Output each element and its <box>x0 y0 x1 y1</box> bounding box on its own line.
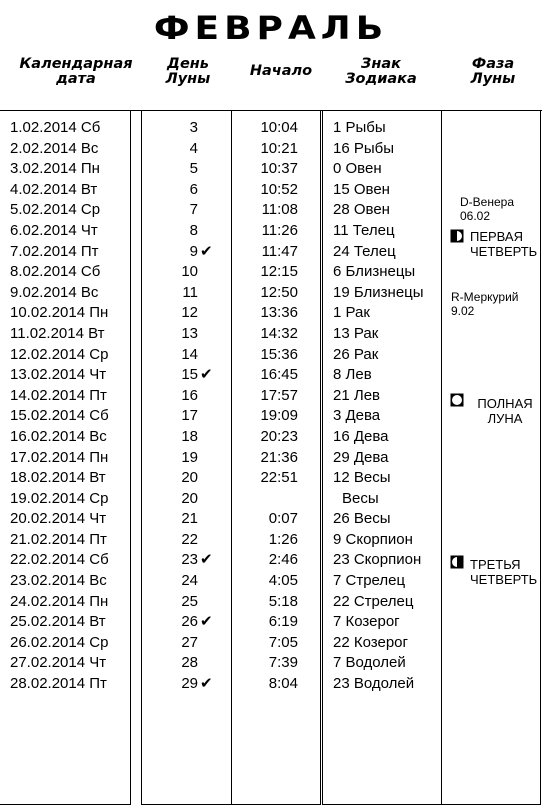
moonday-value: 23 <box>181 551 198 569</box>
moonday-value: 28 <box>181 654 198 672</box>
moonday-cell <box>142 406 220 427</box>
start-cell: 1:26 <box>268 530 298 548</box>
moonday-cell <box>142 324 220 345</box>
start-list <box>231 118 321 695</box>
moonday-value: 6 <box>189 180 198 198</box>
moonday-cell <box>142 509 220 530</box>
sign-cell: 12 Весы <box>333 469 391 487</box>
start-cell: 11:08 <box>261 201 298 219</box>
moonday-value: 17 <box>181 407 198 425</box>
date-cell: 14.02.2014 Пт <box>10 386 107 404</box>
sign-cell: 26 Рак <box>333 345 379 363</box>
sign-cell: 28 Овен <box>333 201 390 219</box>
sign-cell: 1 Рак <box>333 304 370 322</box>
moonday-value: 15 <box>181 366 198 384</box>
moonday-cell <box>142 571 220 592</box>
third-quarter-icon <box>450 555 464 572</box>
phase-third-label: ТРЕТЬЯ ЧЕТВЕРТЬ <box>470 557 538 587</box>
moonday-value: 10 <box>181 263 198 281</box>
sign-cell: 8 Лев <box>333 366 372 384</box>
date-cell: 4.02.2014 Вт <box>10 180 98 198</box>
start-cell: 6:19 <box>268 613 298 631</box>
start-cell: 5:18 <box>268 592 298 610</box>
moonday-value: 26 <box>181 613 198 631</box>
date-cell: 11.02.2014 Вт <box>10 324 105 342</box>
sign-cell: 6 Близнецы <box>333 263 416 281</box>
start-cell: 16:45 <box>260 366 298 384</box>
check-mark-icon: ✔ <box>200 675 213 693</box>
start-cell: 7:05 <box>268 633 298 651</box>
start-cell: 11:26 <box>261 221 298 239</box>
header-sign: Знак Зодиака <box>345 56 417 87</box>
moonday-cell <box>142 262 220 283</box>
venus-note: D-Венера 06.02 <box>460 195 514 223</box>
moonday-cell <box>142 633 220 654</box>
moonday-cell <box>142 612 220 633</box>
moonday-value: 4 <box>189 139 198 157</box>
sign-cell: Весы <box>342 489 379 507</box>
date-cell: 7.02.2014 Пт <box>10 242 99 260</box>
start-cell: 20:23 <box>260 427 298 445</box>
sign-cell: 7 Стрелец <box>333 572 406 590</box>
sign-cell: 1 Рыбы <box>333 119 386 136</box>
date-cell: 23.02.2014 Вс <box>10 572 107 590</box>
moonday-value: 19 <box>181 448 198 466</box>
date-cell: 25.02.2014 Вт <box>10 613 106 631</box>
sign-cell: 21 Лев <box>333 386 381 404</box>
sign-cell: 7 Козерог <box>333 613 400 631</box>
sign-cell: 9 Скорпион <box>333 530 413 548</box>
start-cell: 10:37 <box>260 160 298 178</box>
moonday-value: 18 <box>181 427 198 445</box>
moonday-value: 24 <box>181 572 198 590</box>
date-cell: 8.02.2014 Сб <box>10 263 101 281</box>
phase-third-quarter <box>450 555 464 572</box>
moonday-cell <box>142 221 220 242</box>
moonday-cell <box>142 592 220 613</box>
moonday-cell <box>142 386 220 407</box>
moonday-value: 13 <box>181 324 198 342</box>
phase-full-moon <box>450 393 464 410</box>
start-cell: 4:05 <box>268 572 298 590</box>
sign-cell: 13 Рак <box>333 324 379 342</box>
start-cell: 13:36 <box>260 304 298 322</box>
date-cell: 17.02.2014 Пн <box>10 448 109 466</box>
date-cell: 28.02.2014 Пт <box>10 675 107 693</box>
header-date: Календарная дата <box>19 56 133 87</box>
date-cell: 16.02.2014 Вс <box>10 427 107 445</box>
sign-cell: 0 Овен <box>333 160 382 178</box>
moonday-value: 3 <box>189 119 198 136</box>
sign-cell: 16 Рыбы <box>333 139 395 157</box>
sign-cell: 19 Близнецы <box>333 283 424 301</box>
date-cell: 18.02.2014 Вт <box>10 469 106 487</box>
phase-first-label: ПЕРВАЯ ЧЕТВЕРТЬ <box>470 229 538 259</box>
date-cell: 1.02.2014 Сб <box>10 119 101 136</box>
phase-full-label: ПОЛНАЯ ЛУНА <box>477 396 533 426</box>
date-cell: 5.02.2014 Ср <box>10 201 101 219</box>
check-mark-icon: ✔ <box>200 242 213 260</box>
date-cell: 3.02.2014 Пн <box>10 160 100 178</box>
start-cell: 10:04 <box>260 119 298 136</box>
date-cell: 22.02.2014 Сб <box>10 551 109 569</box>
moonday-value: 20 <box>181 489 198 507</box>
date-cell: 20.02.2014 Чт <box>10 510 107 528</box>
start-cell: 2:46 <box>268 551 298 569</box>
moonday-cell <box>142 530 220 551</box>
header-start: Начало <box>249 63 313 79</box>
moonday-cell <box>142 242 220 263</box>
moonday-value: 22 <box>181 530 198 548</box>
start-cell: 7:39 <box>268 654 298 672</box>
moonday-value: 29 <box>181 675 198 693</box>
date-cell: 24.02.2014 Пн <box>10 592 109 610</box>
sign-cell: 26 Весы <box>333 510 391 528</box>
check-mark-icon: ✔ <box>200 366 213 384</box>
header-moonday: День Луны <box>165 56 211 87</box>
date-cell: 21.02.2014 Пт <box>10 530 107 548</box>
date-cell: 13.02.2014 Чт <box>10 366 107 384</box>
date-cell: 15.02.2014 Сб <box>10 407 109 425</box>
date-cell: 19.02.2014 Ср <box>10 489 109 507</box>
moonday-value: 5 <box>189 160 198 178</box>
date-cell: 2.02.2014 Вс <box>10 139 99 157</box>
moonday-value: 11 <box>182 283 198 301</box>
sign-cell: 22 Стрелец <box>333 592 414 610</box>
start-cell: 22:51 <box>260 469 298 487</box>
moonday-value: 20 <box>181 469 198 487</box>
first-quarter-icon <box>450 229 464 246</box>
sign-cell: 23 Водолей <box>333 675 415 693</box>
sign-cell: 11 Телец <box>333 221 395 239</box>
sign-cell: 16 Дева <box>333 427 389 445</box>
page-title: ФЕВРАЛЬ <box>153 10 389 47</box>
start-cell: 10:52 <box>260 180 298 198</box>
date-cell: 26.02.2014 Ср <box>10 633 109 651</box>
moonday-cell <box>142 448 220 469</box>
moonday-value: 7 <box>189 201 198 219</box>
start-cell: 12:15 <box>260 263 298 281</box>
moonday-cell <box>142 303 220 324</box>
moonday-cell <box>142 200 220 221</box>
sign-list <box>323 118 441 695</box>
start-cell: 15:36 <box>260 345 298 363</box>
sign-cell: 24 Телец <box>333 242 396 260</box>
date-cell: 6.02.2014 Чт <box>10 221 98 239</box>
date-cell: 12.02.2014 Ср <box>10 345 109 363</box>
start-cell: 19:09 <box>260 407 298 425</box>
sign-cell: 3 Дева <box>333 407 381 425</box>
moonday-value: 25 <box>181 592 198 610</box>
moonday-cell <box>142 653 220 674</box>
date-cell: 9.02.2014 Вс <box>10 283 99 301</box>
moonday-cell <box>142 345 220 366</box>
moonday-cell <box>142 159 220 180</box>
moonday-cell <box>142 139 220 160</box>
header-phase: Фаза Луны <box>470 56 516 87</box>
moonday-cell <box>142 468 220 489</box>
moonday-value: 27 <box>181 633 198 651</box>
moonday-cell <box>142 550 220 571</box>
mercury-note: R-Меркурий 9.02 <box>451 290 519 318</box>
moonday-cell <box>142 365 220 386</box>
sign-cell: 7 Водолей <box>333 654 406 672</box>
start-cell: 0:07 <box>268 510 298 528</box>
start-cell: 8:04 <box>268 675 298 693</box>
date-list <box>0 118 130 695</box>
sign-cell: 29 Дева <box>333 448 389 466</box>
start-cell: 17:57 <box>260 386 298 404</box>
moonday-value: 21 <box>181 510 198 528</box>
sign-cell: 22 Козерог <box>333 633 408 651</box>
phase-first-quarter <box>450 229 464 246</box>
moonday-cell <box>142 489 220 510</box>
moonday-list <box>142 118 220 695</box>
date-cell: 10.02.2014 Пн <box>10 304 109 322</box>
moonday-value: 9 <box>189 242 198 260</box>
full-moon-icon <box>450 393 464 410</box>
moonday-value: 14 <box>181 345 198 363</box>
sign-cell: 23 Скорпион <box>333 551 422 569</box>
moonday-cell <box>142 674 220 695</box>
moonday-value: 16 <box>181 386 198 404</box>
sign-cell: 15 Овен <box>333 180 390 198</box>
start-cell: 21:36 <box>260 448 298 466</box>
start-cell <box>231 489 321 510</box>
check-mark-icon: ✔ <box>200 551 213 569</box>
start-cell: 11:47 <box>261 242 298 260</box>
check-mark-icon: ✔ <box>200 613 213 631</box>
moonday-value: 8 <box>189 221 198 239</box>
moonday-value: 12 <box>181 304 198 322</box>
moonday-cell <box>142 283 220 304</box>
start-cell: 12:50 <box>260 283 298 301</box>
moonday-cell <box>142 180 220 201</box>
start-cell: 14:32 <box>260 324 298 342</box>
start-cell: 10:21 <box>260 139 298 157</box>
moonday-cell <box>142 427 220 448</box>
moonday-cell <box>142 118 220 139</box>
date-cell: 27.02.2014 Чт <box>10 654 107 672</box>
